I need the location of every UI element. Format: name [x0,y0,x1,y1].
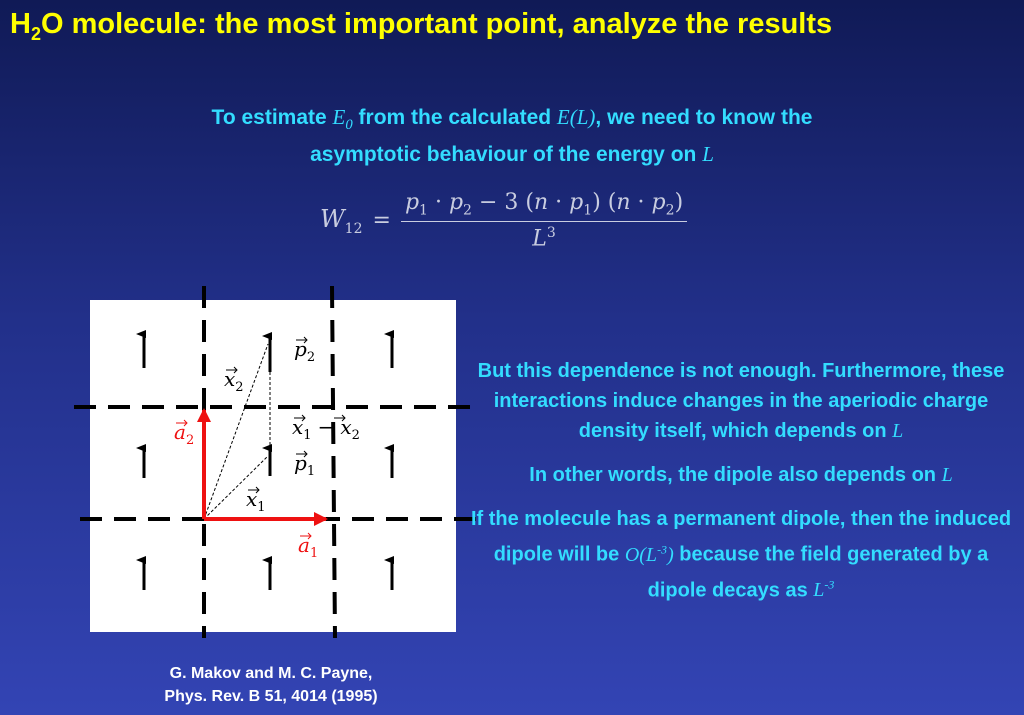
label-a1: $a_1$ [298,533,319,561]
periodic-dipole-diagram [72,286,484,642]
label-x2: $x_2$ [224,367,244,395]
label-x1: $x_1$ [246,487,266,515]
math-e0: $E_0$ [332,105,353,134]
dipole-interaction-formula: $W_{12}$ = $\frac{p_1 \cdot p_2 - 3 (n \cdot p_1) (n \cdot p_2)}{L^3}$ [320,190,687,252]
paragraph-permanent-dipole: If the molecule has a permanent dipole, then the induced dipole will be $O(L^{-3})$ because the field generated by a dipole decays as $L^{-3}$ [470,508,1012,602]
slide-title: $H_2O$ molecule: the most important point, analyze the results [10,8,833,44]
math-el: E(L) [556,105,596,129]
citation: G. Makov and M. C. Payne, Phys. Rev. B 51, 4014 (1995) [164,665,378,705]
label-x1-minus-x2: $x_1 - x_2$ [292,415,360,443]
label-p1: $p_1$ [294,451,316,479]
explanation-text [463,356,1019,619]
paragraph-dipole-depends: In other words, the dipole also depends on L [529,464,953,486]
intro-text: To estimate $E_0$ from the calculated E(L), we need to know the asymptotic behaviour of the energy on L [211,105,813,167]
paragraph-dependence: But this dependence is not enough. Furthermore, these interactions induce changes in the aperiodic charge density itself, which depends on L [477,360,1005,442]
label-p2: $p_2$ [294,337,316,365]
label-a2: $a_2$ [174,420,195,448]
math-l: L [702,142,714,167]
